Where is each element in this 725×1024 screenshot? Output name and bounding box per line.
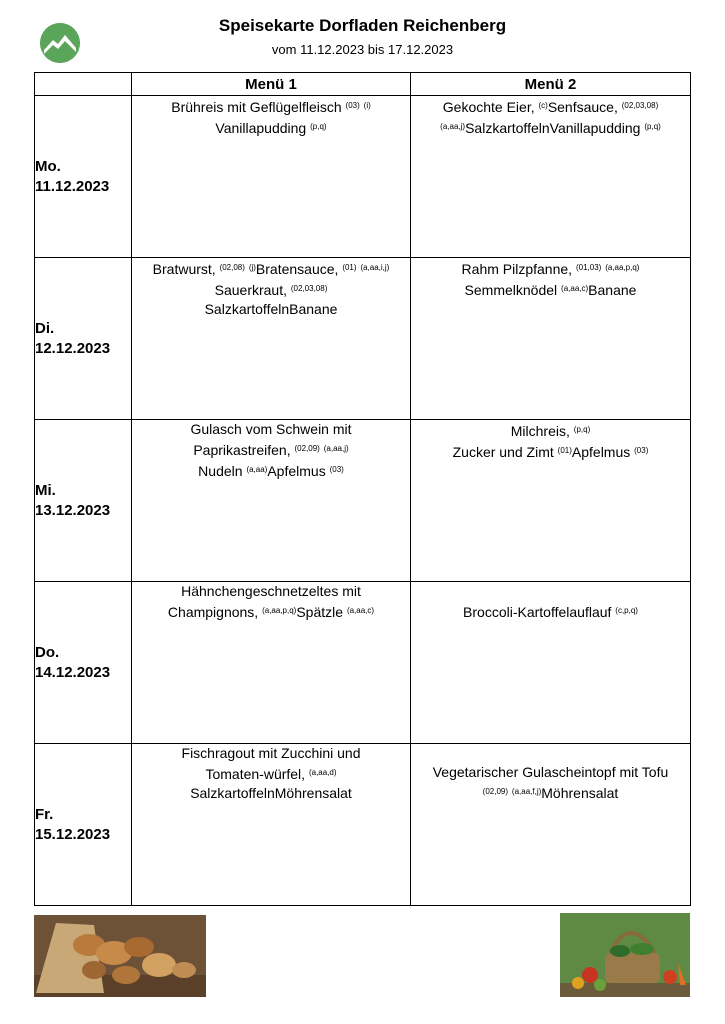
dish-line: [132, 420, 410, 439]
allergen-code: (a,aa,i,j): [360, 263, 390, 272]
menu2-cell: [411, 744, 691, 906]
allergen-code: (a,aa,d): [308, 768, 337, 777]
dish-text: Sauerkraut,: [214, 282, 287, 298]
dish-text: Tomaten-würfel,: [205, 766, 306, 782]
dish-line: [132, 744, 410, 763]
page-title: Speisekarte Dorfladen Reichenberg: [218, 16, 507, 35]
dish-text: Spätzle: [296, 604, 344, 620]
menu2-cell: [411, 258, 691, 420]
day-date: 13.12.2023: [35, 501, 111, 519]
day-name: Mi.: [35, 481, 56, 499]
dish-text: Fischragout mit Zucchini und: [181, 745, 361, 761]
day-date: 15.12.2023: [35, 825, 111, 843]
dish-text: Senfsauce,: [547, 99, 618, 115]
dish-line: [132, 279, 410, 300]
dish-text: Vanillapudding: [215, 120, 307, 136]
day-cell: [35, 96, 132, 258]
allergen-code: (a,aa): [246, 465, 268, 474]
dish-line: [411, 117, 690, 138]
allergen-code: (03): [329, 465, 344, 474]
allergen-code: (a,aa,p,q): [605, 263, 640, 272]
dish-line: [132, 763, 410, 784]
allergen-code: (p,q): [573, 425, 591, 434]
dish-line: [132, 601, 410, 622]
menu1-cell: [132, 582, 411, 744]
menu1-cell: [132, 744, 411, 906]
dish-line: [411, 96, 690, 117]
bread-basket-icon: [34, 915, 206, 997]
dish-text: Banane: [588, 282, 637, 298]
dish-text: Nudeln: [198, 463, 243, 479]
day-cell: [35, 420, 132, 582]
allergen-code: (a,aa,j): [323, 444, 349, 453]
menu1-cell: [132, 258, 411, 420]
allergen-code: (a,aa,j): [440, 122, 466, 131]
day-cell: [35, 258, 132, 420]
allergen-code: (01): [557, 446, 572, 455]
vegetable-basket-icon: [560, 913, 690, 997]
day-cell: [35, 744, 132, 906]
allergen-code: (02,09): [294, 444, 320, 453]
dish-line: [132, 300, 410, 319]
dish-line: [132, 117, 410, 138]
column-header-menu2: Menü 2: [411, 73, 691, 96]
allergen-code: (a,aa,p,q): [262, 606, 297, 615]
dish-text: SalzkartoffelnVanillapudding: [465, 120, 641, 136]
dish-line: [132, 258, 410, 279]
dish-text: Vegetarischer Gulascheintopf mit Tofu: [432, 764, 669, 780]
date-range: vom 11.12.2023 bis 17.12.2023: [271, 42, 454, 57]
dish-line: [132, 96, 410, 117]
column-header-menu1: Menü 1: [132, 73, 411, 96]
table-row: [35, 582, 691, 744]
day-date: 12.12.2023: [35, 339, 111, 357]
dish-text: Bratwurst,: [152, 261, 216, 277]
dish-line: [132, 582, 410, 601]
dish-line: [411, 782, 690, 803]
dish-text: Rahm Pilzpfanne,: [461, 261, 573, 277]
menu2-cell: [411, 420, 691, 582]
dish-text: Hähnchengeschnetzeltes mit: [181, 583, 361, 599]
dish-text: Möhrensalat: [541, 785, 619, 801]
dish-text: SalzkartoffelnMöhrensalat: [190, 785, 352, 801]
dish-text: Zucker und Zimt: [452, 444, 554, 460]
allergen-code: (a,aa,c): [561, 284, 589, 293]
menu2-cell: [411, 582, 691, 744]
allergen-code: (a,aa,f,j): [511, 787, 542, 796]
allergen-code: (01): [342, 263, 357, 272]
day-name: Mo.: [35, 157, 61, 175]
day-name: Do.: [35, 643, 60, 661]
allergen-code: (c,p,q): [615, 606, 638, 615]
dish-line: [411, 601, 690, 622]
day-date: 14.12.2023: [35, 663, 111, 681]
allergen-code: (02,09): [482, 787, 509, 796]
dish-text: SalzkartoffelnBanane: [204, 301, 338, 317]
dish-line: [411, 279, 690, 300]
menu1-cell: [132, 420, 411, 582]
menu2-cell: [411, 96, 691, 258]
allergen-code: (p,q): [644, 122, 661, 131]
dish-line: [411, 258, 690, 279]
menu-body: [35, 96, 691, 906]
allergen-code: (i): [363, 101, 371, 110]
dish-text: Apfelmus: [571, 444, 631, 460]
allergen-code: (02,08): [219, 263, 245, 272]
column-header-day: [35, 73, 132, 96]
allergen-code: (02,03,08): [621, 101, 659, 110]
allergen-code: (01,03): [575, 263, 602, 272]
dish-line: [411, 582, 690, 601]
day-name: Fr.: [35, 805, 54, 823]
vegetables-photo: [560, 913, 690, 997]
dish-line: [411, 744, 690, 763]
dish-text: Paprikastreifen,: [193, 442, 291, 458]
allergen-code: (c): [538, 101, 548, 110]
dish-line: [411, 441, 690, 462]
allergen-code: (02,03,08): [290, 284, 328, 293]
dish-line: [411, 763, 690, 782]
dish-line: [411, 420, 690, 441]
menu-table: [34, 72, 691, 906]
menu1-cell: [132, 96, 411, 258]
dish-line: [132, 784, 410, 803]
table-row: [35, 96, 691, 258]
header-row: [35, 73, 691, 96]
day-cell: [35, 582, 132, 744]
table-row: [35, 744, 691, 906]
dish-text: Champignons,: [167, 604, 259, 620]
dish-line: [132, 460, 410, 481]
dish-text: Apfelmus: [267, 463, 326, 479]
dish-text: Semmelknödel: [464, 282, 558, 298]
bread-photo: [34, 915, 206, 997]
dish-text: Broccoli-Kartoffelauflauf: [463, 604, 612, 620]
dish-text: Brühreis mit Geflügelfleisch: [171, 99, 342, 115]
table-row: [35, 258, 691, 420]
table-row: [35, 420, 691, 582]
allergen-code: (03): [634, 446, 649, 455]
allergen-code: (a,aa,c): [346, 606, 375, 615]
day-name: Di.: [35, 319, 55, 337]
dish-text: Gekochte Eier,: [442, 99, 535, 115]
dish-text: Gulasch vom Schwein mit: [190, 421, 352, 437]
allergen-code: (p,q): [310, 122, 327, 131]
dish-text: Milchreis,: [510, 423, 570, 439]
allergen-code: (03): [345, 101, 360, 110]
dish-line: [132, 439, 410, 460]
dish-text: Bratensauce,: [255, 261, 339, 277]
allergen-code: (j): [248, 263, 256, 272]
day-date: 11.12.2023: [35, 177, 110, 195]
